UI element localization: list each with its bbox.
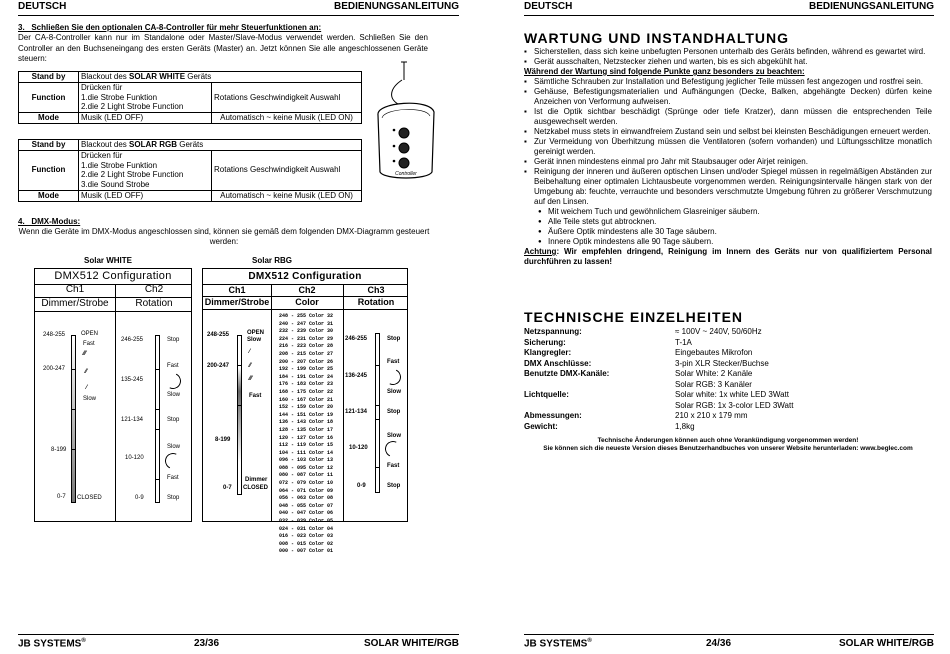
spec-key: Gewicht:: [524, 421, 558, 431]
label-closed: CLOSED: [243, 485, 269, 491]
color-range-item: 240 - 247 Color 31: [279, 320, 334, 327]
color-range-item: 248 - 255 Color 32: [279, 313, 334, 319]
label-slow: Slow: [387, 433, 402, 439]
controller-illustration: [370, 60, 442, 185]
function-right: Rotations Geschwindigkeit Auswahl: [212, 150, 362, 190]
strobe-icon: ⁄⁄⁄: [83, 351, 87, 357]
footer-brand: JB SYSTEMS®: [18, 638, 86, 650]
strobe-icon: ⁄: [86, 385, 88, 391]
range: 0-9: [135, 495, 144, 501]
range: 121-134: [345, 409, 368, 415]
range: 121-134: [121, 417, 144, 423]
spec-row: [524, 390, 793, 401]
mode-left: Musik (LED OFF): [79, 190, 212, 201]
section3-title: 3. Schließen Sie den optionalen CA-8-Controller für mehr Steuerfunktionen an:: [18, 23, 322, 32]
table-row: [19, 150, 362, 190]
ch1-label: Ch1: [228, 285, 246, 295]
spec-row: [524, 380, 793, 391]
color-range-item: 008 - 015 Color 02: [279, 540, 334, 547]
spec-row: [524, 411, 793, 422]
ch2-label: Ch2: [144, 284, 164, 295]
spec-row: [524, 327, 793, 338]
list-item: ● Äußere Optik mindestens alle 30 Tage säubern.: [524, 227, 932, 237]
label-slow: Slow: [83, 396, 97, 402]
standby-desc: Blackout des SOLAR WHITE Geräts: [79, 72, 362, 83]
dmx-white-diagram: [34, 268, 192, 522]
ch1-label: Ch1: [65, 284, 85, 295]
spec-key: [524, 380, 675, 391]
footer-product: SOLAR WHITE/RGB: [839, 638, 934, 649]
ch1-name: Dimmer/Strobe: [41, 298, 109, 309]
range: 200-247: [207, 363, 230, 369]
label-stop: Stop: [167, 417, 180, 423]
strobe-icon: ⁄: [249, 349, 251, 355]
attention-note: Achtung: Wir empfehlen dringend, Reinigung im Innern des Geräts nur von qualifiziertem Personal durchführen zu lassen!: [524, 247, 932, 266]
mode-label: Mode: [19, 190, 79, 201]
label-open: OPEN: [247, 330, 265, 336]
range: 246-255: [345, 336, 368, 342]
range: 248-255: [207, 332, 230, 338]
color-range-item: 080 - 087 Color 11: [279, 472, 334, 479]
list-item: ● Alle Teile stets gut abtrocknen.: [524, 217, 932, 227]
spec-key: Benutzte DMX-Kanäle:: [524, 369, 610, 378]
label-slow: Slow: [167, 444, 181, 450]
spec-value: Solar white: 1x white LED 3Watt: [675, 390, 789, 399]
ch3-label: Ch3: [367, 285, 385, 295]
color-range-item: 000 - 007 Color 01: [279, 548, 334, 555]
specs-note-1: Technische Änderungen können auch ohne Vorankündigung vorgenommen werden!: [597, 437, 859, 444]
range: 200-247: [43, 366, 66, 372]
range: 248-255: [43, 332, 66, 338]
page-number: 24/36: [706, 638, 732, 649]
standby-desc: Blackout des SOLAR RGB Geräts: [79, 140, 362, 151]
list-item: ● Innere Optik mindestens alle 90 Tage säubern.: [524, 237, 932, 247]
color-range-item: 136 - 143 Color 18: [279, 419, 334, 426]
ch2-name: Rotation: [135, 298, 173, 309]
rotation-arrow-icon: [163, 371, 184, 392]
page-header: [18, 1, 459, 16]
spec-key: Sicherung:: [524, 337, 566, 347]
controller-label: Controller: [395, 171, 417, 177]
spec-key: Abmessungen:: [524, 411, 582, 420]
color-range-item: 120 - 127 Color 16: [279, 434, 334, 441]
spec-key: DMX Anschlüsse:: [524, 358, 592, 368]
list-item: ▪ Reinigung der inneren und äußeren optischen Linsen und/oder Spiegel müssen in regelmäßigen Abständen zur Beibehaltung einer optimalen Lichtausbeute vorgenommen werden. Reinigungsintervalle hängen stark von der Umgebung ab: feuchte, verrauchte und besonders verschmutzte Umgebung führen zu größerer Verschmutzung auf den Linsen.: [524, 167, 932, 207]
header-title: BEDIENUNGSANLEITUNG: [333, 1, 459, 12]
function-desc: Drücken für 1.die Strobe Funktion 2.die 2 Light Strobe Function 3.die Sound Strobe: [79, 150, 212, 190]
header-language: DEUTSCH: [524, 1, 573, 12]
list-item: ▪ Zur Vermeidung von Überhitzung müssen die Ventilatoren (sofern vorhanden) und Lüftungsschlitze monatlich gereinigt werden.: [524, 137, 932, 157]
function-label: Function: [19, 150, 79, 190]
strobe-icon: ⁄⁄: [249, 363, 252, 369]
spec-key: Klangregler:: [524, 348, 572, 357]
footer-brand: JB SYSTEMS®: [524, 638, 592, 650]
label-stop: Stop: [387, 409, 401, 415]
color-range-item: 208 - 215 Color 27: [279, 350, 334, 357]
list-item: ▪ Gerät innen mindestens einmal pro Jahr mit Staubsauger oder Airjet reinigen.: [524, 157, 932, 167]
color-range-item: 168 - 175 Color 22: [279, 388, 334, 395]
label-closed: CLOSED: [77, 495, 102, 501]
label-fast: Fast: [387, 359, 400, 365]
maintenance-subheading: Während der Wartung sind folgende Punkte ganz besonders zu beachten:: [524, 67, 805, 76]
strobe-icon: ⁄⁄: [85, 369, 88, 375]
header-language: DEUTSCH: [18, 1, 67, 12]
list-item: ▪ Netzkabel muss stets in einwandfreiem Zustand sein und selbst bei kleinsten Beschädigungen erneuert werden.: [524, 127, 932, 137]
range: 246-255: [121, 337, 144, 343]
section4-text: Wenn die Geräte im DMX-Modus angeschlossen sind, können sie gemäß dem folgenden DMX-Diagramm gesteuert werden:: [18, 227, 430, 246]
spec-row: [524, 359, 793, 370]
standby-label: Stand by: [19, 72, 79, 83]
dmx-rgb-caption: Solar RBG: [252, 256, 293, 265]
specs-table: [524, 327, 793, 432]
dimmer-slider: [71, 335, 76, 503]
maintenance-list: [524, 47, 932, 267]
dimmer-slider: [237, 335, 242, 495]
color-range-item: 088 - 095 Color 12: [279, 464, 334, 471]
rotation-slider: [375, 333, 380, 493]
page-header: [524, 1, 934, 16]
color-range-item: 224 - 231 Color 29: [279, 335, 334, 342]
mode-right: Automatisch ~ keine Musik (LED ON): [212, 190, 362, 201]
label-stop: Stop: [387, 336, 401, 342]
spec-value: T-1A: [675, 337, 692, 347]
specs-title: TECHNISCHE EINZELHEITEN: [524, 309, 744, 325]
spec-value: Solar RGB: 3 Kanäler: [675, 379, 752, 389]
spec-value: 210 x 210 x 179 mm: [675, 411, 748, 420]
color-range-item: 176 - 183 Color 23: [279, 381, 334, 388]
label-slow: Slow: [387, 389, 402, 395]
rotation-arrow-icon: [163, 451, 184, 472]
label-fast: Fast: [167, 475, 179, 481]
color-list: [279, 313, 333, 556]
table-row: [19, 140, 362, 151]
color-range-item: 104 - 111 Color 14: [279, 449, 334, 456]
color-range-item: 072 - 079 Color 10: [279, 480, 334, 487]
dmx-white-caption: Solar WHITE: [84, 256, 133, 265]
specs-note-2: Sie können sich die neueste Version dieses Benutzerhandbuches von unserer Website herunterladen: www.beglec.com: [543, 445, 913, 452]
rotation-slider: [155, 335, 160, 503]
label-stop: Stop: [167, 495, 180, 501]
ch1-name: Dimmer/Strobe: [204, 297, 270, 307]
function-right: Rotations Geschwindigkeit Auswahl: [212, 82, 362, 112]
label-fast: Fast: [249, 393, 262, 399]
range: 8-199: [51, 447, 67, 453]
ch2-name: Color: [295, 297, 319, 307]
color-range-item: 160 - 167 Color 21: [279, 396, 334, 403]
function-desc: Drücken für 1.die Strobe Funktion 2.die 2 Light Strobe Function: [79, 82, 212, 112]
label-slow: Slow: [167, 392, 181, 398]
mode-label: Mode: [19, 113, 79, 124]
range: 135-245: [121, 377, 144, 383]
spec-value: Eingebautes Mikrofon: [675, 348, 753, 357]
strobe-icon: ⁄⁄⁄: [249, 376, 253, 382]
color-range-item: 032 - 039 Color 05: [279, 518, 334, 525]
footer-product: SOLAR WHITE/RGB: [364, 638, 459, 649]
ch2-label: Ch2: [298, 285, 316, 295]
spec-value: Solar White: 2 Kanäle: [675, 369, 753, 378]
range: 8-199: [215, 437, 231, 443]
table-row: [19, 113, 362, 124]
range: 10-120: [125, 455, 144, 461]
rotation-arrow-icon: [383, 367, 404, 388]
table-row: [19, 190, 362, 201]
spec-value: 3-pin XLR Stecker/Buchse: [675, 358, 769, 368]
list-item: ▪ Gerät ausschalten, Netzstecker ziehen und warten, bis es sich abgekühlt hat.: [524, 57, 932, 67]
color-range-item: 024 - 031 Color 04: [279, 525, 334, 532]
spec-value: ≈ 100V ~ 240V, 50/60Hz: [675, 327, 762, 336]
function-label: Function: [19, 82, 79, 112]
range: 136-245: [345, 373, 368, 379]
section3-text: Der CA-8-Controller kann nur im Standalone oder Master/Slave-Modus verwendet werden. Schließen Sie den Controller an den Buchseneingang des ersten Geräts (Master) an. Jetzt können Sie alle angeschlossenen Geräte steuern:: [18, 33, 428, 63]
range: 0-9: [357, 483, 366, 489]
spec-key: Netzspannung:: [524, 327, 582, 336]
list-item: ● Mit weichem Tuch und gewöhnlichem Glasreiniger säubern.: [524, 207, 932, 217]
color-range-item: 128 - 135 Color 17: [279, 426, 334, 433]
color-range-item: 200 - 207 Color 26: [279, 358, 334, 365]
list-item: ▪ Sicherstellen, dass sich keine unbefugten Personen unterhalb des Geräts befinden, während es gewartet wird.: [524, 47, 932, 57]
range: 0-7: [57, 494, 66, 500]
rotation-arrow-icon: [383, 439, 404, 460]
controller-table-rgb: [18, 139, 362, 202]
range: 0-7: [223, 485, 232, 491]
color-range-item: 016 - 023 Color 03: [279, 533, 334, 540]
maintenance-title: WARTUNG UND INSTANDHALTUNG: [524, 30, 790, 46]
color-range-item: 040 - 047 Color 06: [279, 510, 334, 517]
spec-row: [524, 338, 793, 349]
table-row: [19, 82, 362, 112]
dmx-title: DMX512 Configuration: [248, 271, 362, 282]
spec-row: [524, 348, 793, 359]
label-fast: Fast: [167, 363, 179, 369]
list-item: ▪ Gehäuse, Befestigungsmaterialien und Aufhängungen (Decke, Balken, abgehängte Decken) dürfen keine Anzeichen von Verformung aufweisen.: [524, 87, 932, 107]
color-range-item: 192 - 199 Color 25: [279, 366, 334, 373]
list-item: ▪ Sämtliche Schrauben zur Installation und Befestigung jeglicher Teile müssen fest angezogen und rostfrei sein.: [524, 77, 932, 87]
ch3-name: Rotation: [357, 297, 395, 307]
section4-title: 4. DMX-Modus:: [18, 217, 81, 226]
page-footer: [524, 634, 934, 650]
label-stop: Stop: [387, 483, 401, 489]
label-stop: Stop: [167, 337, 180, 343]
color-range-item: 216 - 223 Color 28: [279, 343, 334, 350]
dmx-rgb-diagram: [202, 268, 408, 555]
color-range-item: 184 - 191 Color 24: [279, 373, 334, 380]
mode-left: Musik (LED OFF): [79, 113, 212, 124]
spec-key: Lichtquelle:: [524, 390, 569, 399]
spec-value: Solar RGB: 1x 3-color LED 3Watt: [675, 400, 794, 410]
color-range-item: 112 - 119 Color 15: [279, 442, 334, 449]
color-range-item: 152 - 159 Color 20: [279, 404, 334, 411]
spec-key: [524, 401, 675, 412]
color-range-item: 232 - 239 Color 30: [279, 328, 334, 335]
spec-row: [524, 422, 793, 433]
standby-label: Stand by: [19, 140, 79, 151]
controller-table-white: [18, 71, 362, 124]
page-number: 23/36: [194, 638, 220, 649]
range: 10-120: [349, 445, 368, 451]
color-range-item: 144 - 151 Color 19: [279, 411, 334, 418]
label-open: OPEN: [81, 331, 99, 337]
color-range-item: 056 - 063 Color 08: [279, 495, 334, 502]
label-slow: Slow: [247, 337, 262, 343]
color-range-item: 048 - 055 Color 07: [279, 502, 334, 509]
header-title: BEDIENUNGSANLEITUNG: [808, 1, 934, 12]
spec-value: 1,8kg: [675, 421, 695, 431]
dmx-title: DMX512 Configuration: [54, 270, 172, 282]
label-dimmer: Dimmer: [245, 477, 268, 483]
color-range-item: 064 - 071 Color 09: [279, 487, 334, 494]
spec-row: [524, 401, 793, 412]
table-row: [19, 72, 362, 83]
page-footer: [18, 634, 459, 650]
label-fast: Fast: [83, 341, 95, 347]
mode-right: Automatisch ~ keine Musik (LED ON): [212, 113, 362, 124]
list-item: ▪ Ist die Optik sichtbar beschädigt (Sprünge oder tiefe Kratzer), dann müssen die entsprechenden Teile ausgewechselt werden.: [524, 107, 932, 127]
spec-row: [524, 369, 793, 380]
color-range-item: 096 - 103 Color 13: [279, 457, 334, 464]
label-fast: Fast: [387, 463, 400, 469]
